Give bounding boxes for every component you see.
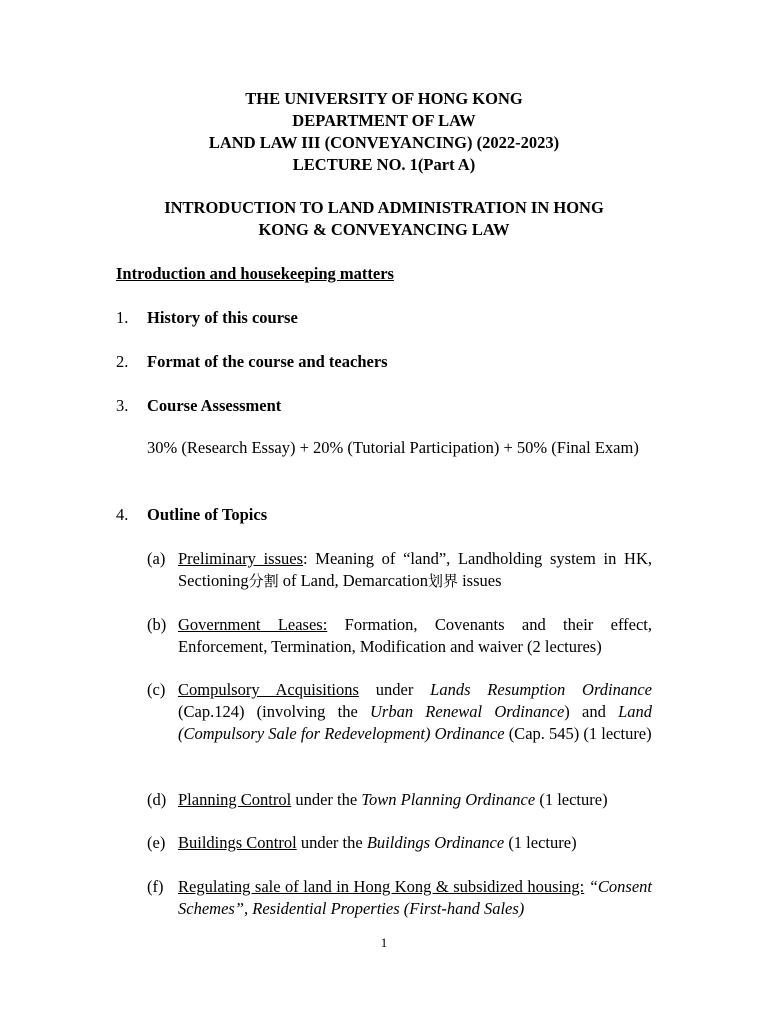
- ordinance-name: Buildings Ordinance: [366, 833, 505, 852]
- list-item-number: 4.: [116, 505, 129, 524]
- lecture-number: LECTURE NO. 1(Part A): [292, 155, 476, 174]
- topic-a: [147, 548, 652, 592]
- topic-body: [178, 789, 652, 811]
- topic-text: under the: [296, 833, 367, 852]
- topic-label: (c): [147, 680, 166, 699]
- topic-heading: Preliminary issues: [178, 549, 304, 568]
- ordinance-name: Land (Compulsory Sale for Redevelopment) Ordinance: [178, 702, 652, 743]
- ordinance-name: Lands Resumption Ordinance: [430, 680, 652, 699]
- topic-heading: Government Leases:: [178, 615, 328, 634]
- list-item-title: Course Assessment: [147, 396, 282, 415]
- topic-heading: Regulating sale of land in Hong Kong & subsidized housing:: [178, 877, 585, 896]
- topic-label: (e): [147, 833, 166, 852]
- list-item: [116, 307, 298, 329]
- topic-chinese-term: 划界: [427, 572, 458, 590]
- topic-d: [147, 789, 652, 811]
- ordinance-name: Urban Renewal Ordinance: [370, 702, 565, 721]
- list-item-number: 1.: [116, 308, 129, 327]
- topic-heading: Buildings Control: [178, 833, 297, 852]
- topic-body: [178, 832, 652, 854]
- topic-heading: Compulsory Acquisitions: [178, 680, 359, 699]
- assessment-text: 30% (Research Essay) + 20% (Tutorial Participation) + 50% (Final Exam): [147, 438, 639, 457]
- list-item-title: Format of the course and teachers: [147, 352, 388, 371]
- topic-text: : Meaning of “land”, Landholding system in HK, Sectioning: [178, 549, 653, 590]
- ordinance-name: “Consent Schemes”, Residential Properties (First-hand Sales): [178, 877, 653, 918]
- course-name: LAND LAW III (CONVEYANCING) (2022-2023): [208, 133, 560, 152]
- topic-f: [147, 876, 652, 920]
- topic-text: under: [358, 680, 431, 699]
- topic-b: [147, 614, 652, 658]
- lecture-title-line-2: KONG & CONVEYANCING LAW: [258, 220, 510, 239]
- document-header: [0, 88, 768, 176]
- topic-label: (a): [147, 549, 166, 568]
- topic-label: (f): [147, 877, 164, 896]
- page-number: 1: [380, 935, 388, 950]
- topic-text: ) and: [564, 702, 619, 721]
- topic-text: (1 lecture): [504, 833, 577, 852]
- topic-c: [147, 679, 652, 745]
- topic-text: (Cap. 545) (1 lecture): [504, 724, 652, 743]
- lecture-title: [100, 197, 668, 241]
- topic-body: [178, 614, 652, 658]
- list-item-title: Outline of Topics: [147, 505, 268, 524]
- lecture-title-line-1: INTRODUCTION TO LAND ADMINISTRATION IN HONG: [164, 198, 604, 217]
- section-heading: Introduction and housekeeping matters: [116, 264, 394, 283]
- list-item: [116, 351, 388, 373]
- department-name: DEPARTMENT OF LAW: [292, 111, 476, 130]
- list-item: [116, 395, 281, 417]
- topic-text: of Land, Demarcation: [278, 571, 428, 590]
- university-name: THE UNIVERSITY OF HONG KONG: [245, 89, 523, 108]
- topic-text: issues: [457, 571, 502, 590]
- list-item-number: 3.: [116, 396, 129, 415]
- topic-chinese-term: 分割: [248, 572, 279, 590]
- topic-text: under the: [291, 790, 362, 809]
- ordinance-name: Town Planning Ordinance: [361, 790, 536, 809]
- topic-body: [178, 548, 652, 592]
- topic-text: Formation, Covenants and their effect, Enforcement, Termination, Modification and waiver (2 lectures): [178, 615, 653, 656]
- list-item-title: History of this course: [147, 308, 298, 327]
- topic-text: (1 lecture): [535, 790, 608, 809]
- topic-e: [147, 832, 652, 854]
- list-item: [116, 504, 267, 526]
- topic-label: (b): [147, 615, 167, 634]
- topic-heading: Planning Control: [178, 790, 292, 809]
- list-item-number: 2.: [116, 352, 129, 371]
- topic-label: (d): [147, 790, 167, 809]
- topic-body: [178, 679, 652, 745]
- topic-body: [178, 876, 652, 920]
- topic-text: (Cap.124) (involving the: [178, 702, 370, 721]
